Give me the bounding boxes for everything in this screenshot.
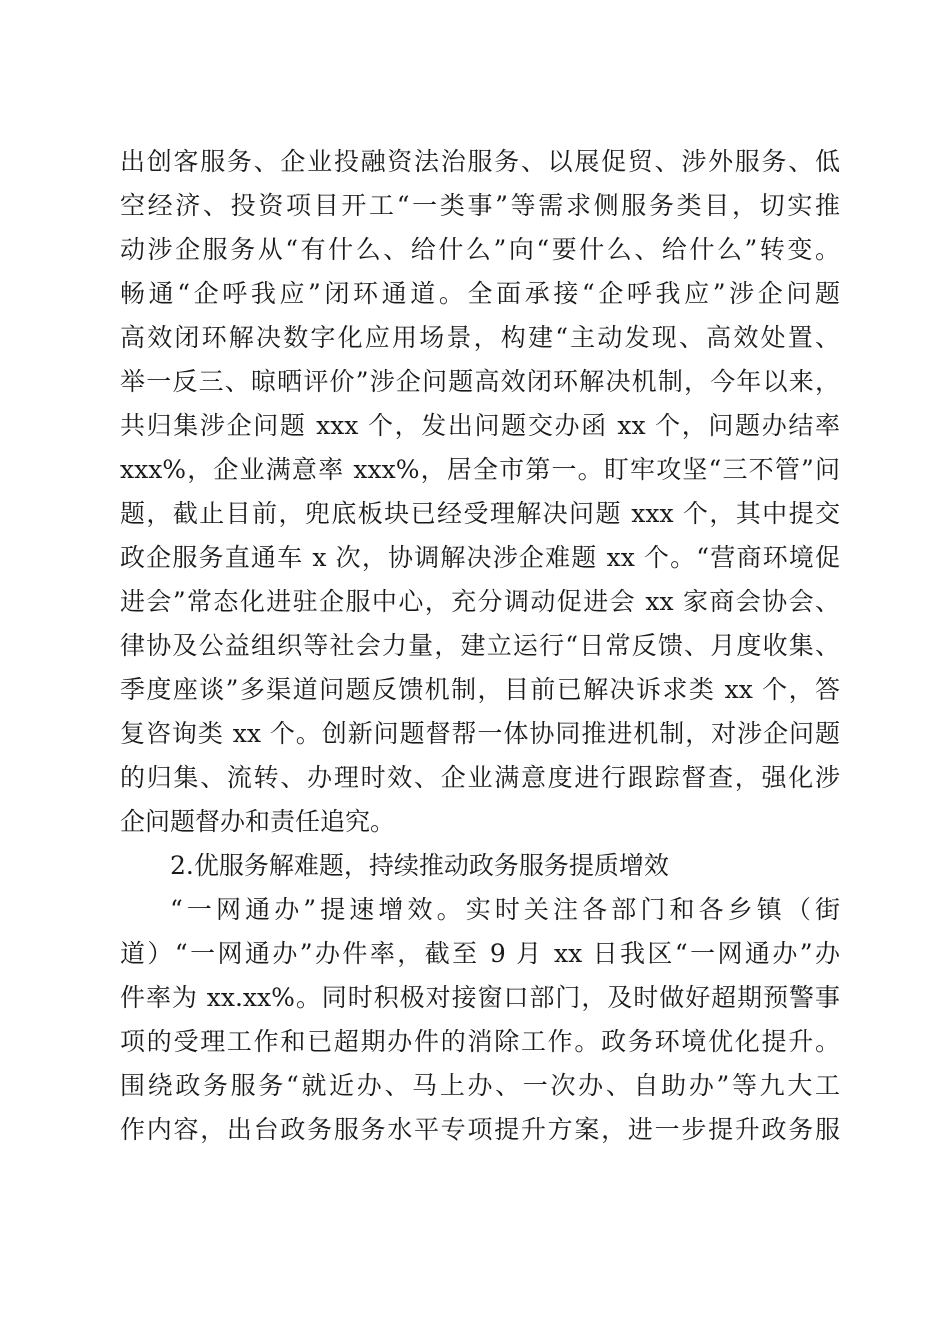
- text-line-18: “一网通办”提速增效。实时关注各部门和各乡镇（街: [170, 895, 840, 924]
- text-line-5: 高效闭环解决数字化应用场景，构建“主动发现、高效处置、: [120, 323, 840, 352]
- text-line-19: 道）“一网通办”办件率，截至 9 月 xx 日我区“一网通办”办: [120, 939, 840, 968]
- text-line-7: 共归集涉企问题 xxx 个，发出问题交办函 xx 个，问题办结率: [120, 411, 840, 440]
- text-line-10: 政企服务直通车 x 次，协调解决涉企难题 xx 个。“营商环境促: [120, 543, 840, 572]
- text-line-11: 进会”常态化进驻企服中心，充分调动促进会 xx 家商会协会、: [120, 587, 840, 616]
- text-line-15: 的归集、流转、办理时效、企业满意度进行跟踪督查，强化涉: [120, 763, 840, 792]
- text-line-9: 题，截止目前，兜底板块已经受理解决问题 xxx 个，其中提交: [120, 499, 840, 528]
- text-line-20: 件率为 xx.xx%。同时积极对接窗口部门，及时做好超期预警事: [120, 983, 840, 1012]
- text-line-13: 季度座谈”多渠道问题反馈机制，目前已解决诉求类 xx 个，答: [120, 675, 840, 704]
- text-line-2: 空经济、投资项目开工“一类事”等需求侧服务类目，切实推: [120, 191, 840, 220]
- text-line-4: 畅通“企呼我应”闭环通道。全面承接“企呼我应”涉企问题: [120, 279, 840, 308]
- text-line-8: xxx%，企业满意率 xxx%，居全市第一。盯牢攻坚“三不管”问: [120, 455, 840, 484]
- text-line-16: 企问题督办和责任追究。: [120, 807, 396, 836]
- text-line-14: 复咨询类 xx 个。创新问题督帮一体协同推进机制，对涉企问题: [120, 719, 840, 748]
- text-line-23: 作内容，出台政务服务水平专项提升方案，进一步提升政务服: [120, 1115, 840, 1144]
- text-line-12: 律协及公益组织等社会力量，建立运行“日常反馈、月度收集、: [120, 631, 840, 660]
- text-line-21: 项的受理工作和已超期办件的消除工作。政务环境优化提升。: [120, 1027, 840, 1056]
- section-heading: 2.优服务解难题，持续推动政务服务提质增效: [170, 851, 669, 880]
- text-line-22: 围绕政务服务“就近办、马上办、一次办、自助办”等九大工: [120, 1071, 840, 1100]
- text-line-3: 动涉企服务从“有什么、给什么”向“要什么、给什么”转变。: [120, 235, 840, 264]
- text-line-6: 举一反三、晾晒评价”涉企问题高效闭环解决机制，今年以来，: [120, 367, 840, 396]
- text-line-1: 出创客服务、企业投融资法治服务、以展促贸、涉外服务、低: [120, 147, 840, 176]
